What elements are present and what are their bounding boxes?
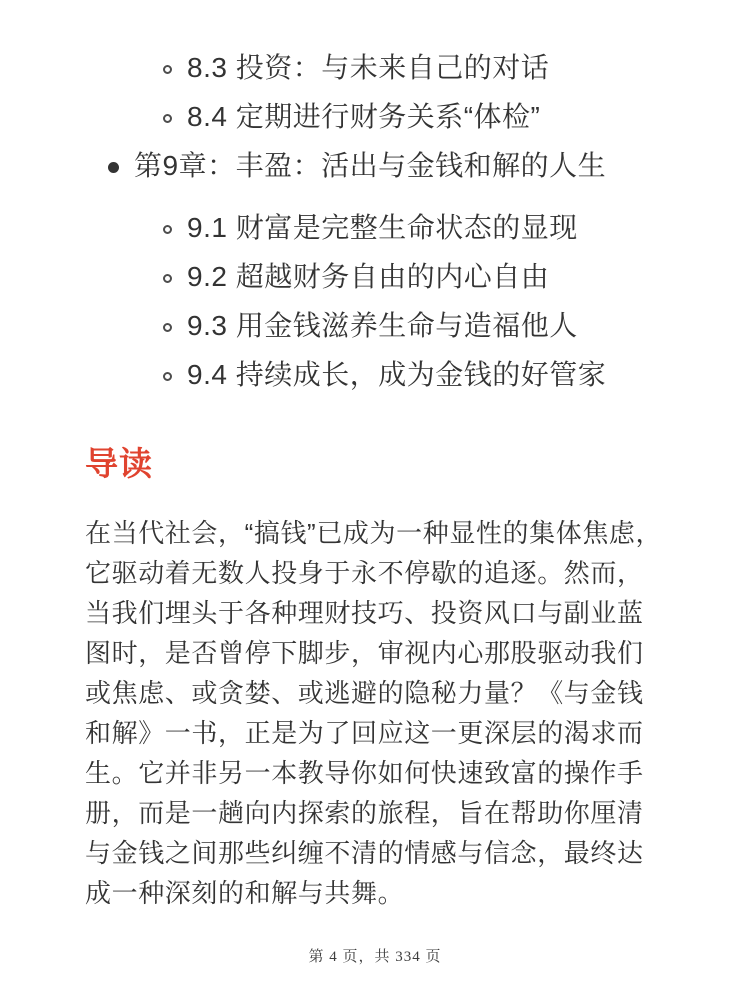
bullet-circle-icon xyxy=(163,114,172,123)
toc-item-label: 9.1 财富是完整生命状态的显现 xyxy=(187,212,578,243)
toc-item-label: 8.4 定期进行财务关系“体检” xyxy=(187,101,541,132)
table-of-contents xyxy=(0,0,750,391)
toc-item xyxy=(163,52,690,84)
bullet-circle-icon xyxy=(163,225,172,234)
toc-item-chapter xyxy=(108,150,690,182)
page-footer xyxy=(0,945,750,966)
toc-item xyxy=(163,359,690,391)
toc-item-label: 9.2 超越财务自由的内心自由 xyxy=(187,261,550,292)
toc-item-label: 第9章：丰盈：活出与金钱和解的人生 xyxy=(134,150,607,181)
toc-item-label: 8.3 投资：与未来自己的对话 xyxy=(187,52,550,83)
bullet-circle-icon xyxy=(163,372,172,381)
toc-item xyxy=(163,101,690,133)
toc-item xyxy=(163,261,690,293)
intro-paragraph: 在当代社会，“搞钱”已成为一种显性的集体焦虑，它驱动着无数人投身于永不停歇的追逐。然而，当我们埋头于各种理财技巧、投资风口与副业蓝图时，是否曾停下脚步，审视内心那股驱动我们或焦虑、或贪婪、或逃避的隐秘力量？《与金钱和解》一书，正是为了回应这一更深层的渴求而生。它并非另一本教导你如何快速致富的操作手册，而是一趟向内探索的旅程，旨在帮助你厘清与金钱之间那些纠缠不清的情感与信念，最终达成一种深刻的和解与共舞。 xyxy=(85,518,663,908)
section-heading: 导读 xyxy=(85,445,153,482)
bullet-disc-icon xyxy=(108,162,119,173)
toc-item xyxy=(163,310,690,342)
toc-item-label: 9.3 用金钱滋养生命与造福他人 xyxy=(187,310,578,341)
bullet-circle-icon xyxy=(163,65,172,74)
page-indicator: 第 4 页，共 334 页 xyxy=(308,949,442,965)
bullet-circle-icon xyxy=(163,323,172,332)
bullet-circle-icon xyxy=(163,274,172,283)
toc-item xyxy=(163,212,690,244)
toc-item-label: 9.4 持续成长，成为金钱的好管家 xyxy=(187,359,607,390)
